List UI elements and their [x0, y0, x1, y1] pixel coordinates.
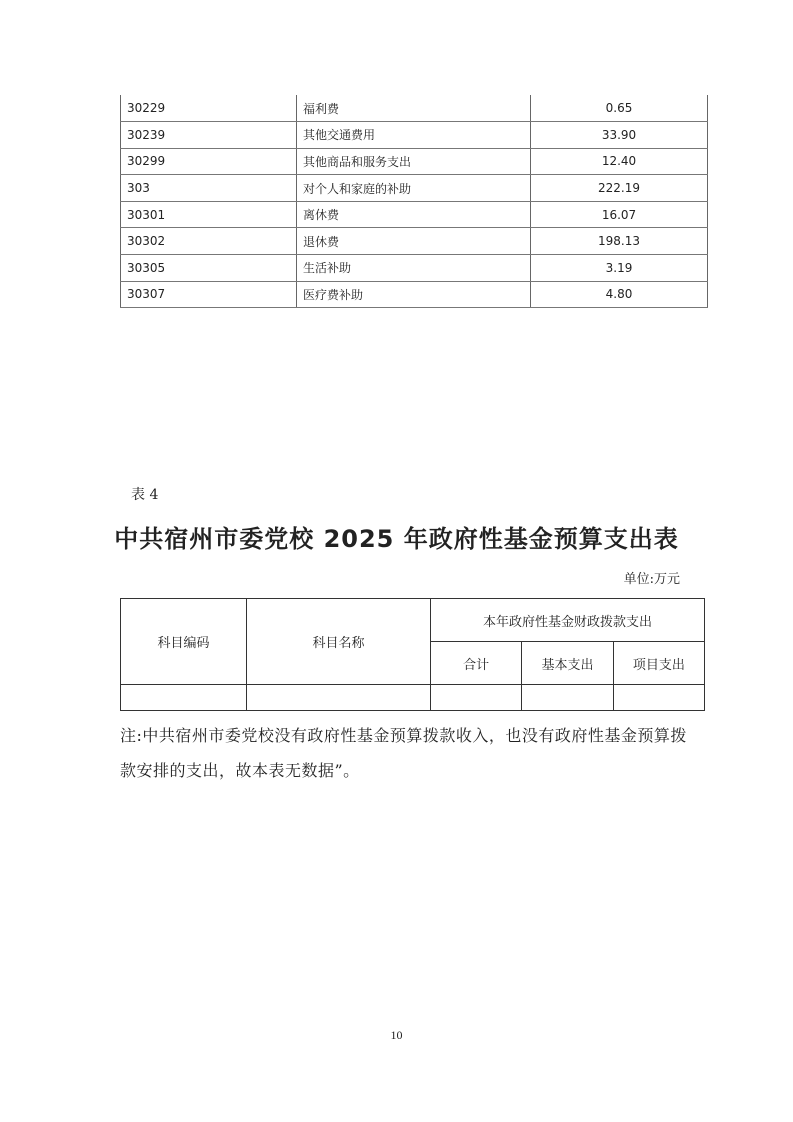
row-name: 其他商品和服务支出 [297, 148, 531, 175]
table-row [121, 122, 708, 149]
row-name: 退休费 [297, 228, 531, 255]
table-row [121, 281, 708, 308]
header-project [613, 642, 704, 685]
empty-cell [613, 685, 704, 711]
row-value: 12.40 [531, 148, 708, 175]
row-code: 30301 [121, 201, 297, 228]
header-row [121, 599, 705, 642]
header-group: 本年政府性基金财政拨款支出 [431, 599, 705, 642]
page-number: 10 [390, 1028, 403, 1042]
row-code: 30305 [121, 255, 297, 282]
empty-row [121, 685, 705, 711]
expenditure-detail-table [120, 95, 708, 308]
row-value: 222.19 [531, 175, 708, 202]
row-value: 33.90 [531, 122, 708, 149]
table-row [121, 175, 708, 202]
header-total: 合计 [431, 642, 522, 685]
row-value: 0.65 [531, 95, 708, 122]
row-name: 福利费 [297, 95, 531, 122]
row-code: 303 [121, 175, 297, 202]
row-value: 16.07 [531, 201, 708, 228]
page-title: 中共宿州市委党校 2025 年政府性基金预算支出表 [114, 525, 679, 553]
row-value: 198.13 [531, 228, 708, 255]
header-basic: 基本支出 [522, 642, 613, 685]
table-row [121, 148, 708, 175]
header-code: 科目编码 [121, 599, 247, 685]
row-code: 30307 [121, 281, 297, 308]
fund-budget-table [120, 598, 705, 711]
row-name: 其他交通费用 [297, 122, 531, 149]
header-project-text: 项目支出 [632, 657, 685, 673]
row-name: 医疗费补助 [297, 281, 531, 308]
row-value: 3.19 [531, 255, 708, 282]
row-name: 离休费 [297, 201, 531, 228]
note-text: 注:中共宿州市委党校没有政府性基金预算拨款收入，也没有政府性基金预算拨款安排的支出，故本表无数据”。 [120, 726, 687, 780]
row-value: 4.80 [531, 281, 708, 308]
row-code: 30239 [121, 122, 297, 149]
table-row [121, 255, 708, 282]
table-label: 表 4 [131, 487, 159, 503]
row-code: 30229 [121, 95, 297, 122]
empty-cell [247, 685, 431, 711]
row-name: 对个人和家庭的补助 [297, 175, 531, 202]
unit-label: 单位:万元 [623, 572, 680, 587]
row-name: 生活补助 [297, 255, 531, 282]
header-name: 科目名称 [247, 599, 431, 685]
empty-cell [121, 685, 247, 711]
empty-cell [431, 685, 522, 711]
row-code: 30299 [121, 148, 297, 175]
table-row [121, 201, 708, 228]
row-code: 30302 [121, 228, 297, 255]
table-row [121, 95, 708, 122]
empty-cell [522, 685, 613, 711]
table-row [121, 228, 708, 255]
